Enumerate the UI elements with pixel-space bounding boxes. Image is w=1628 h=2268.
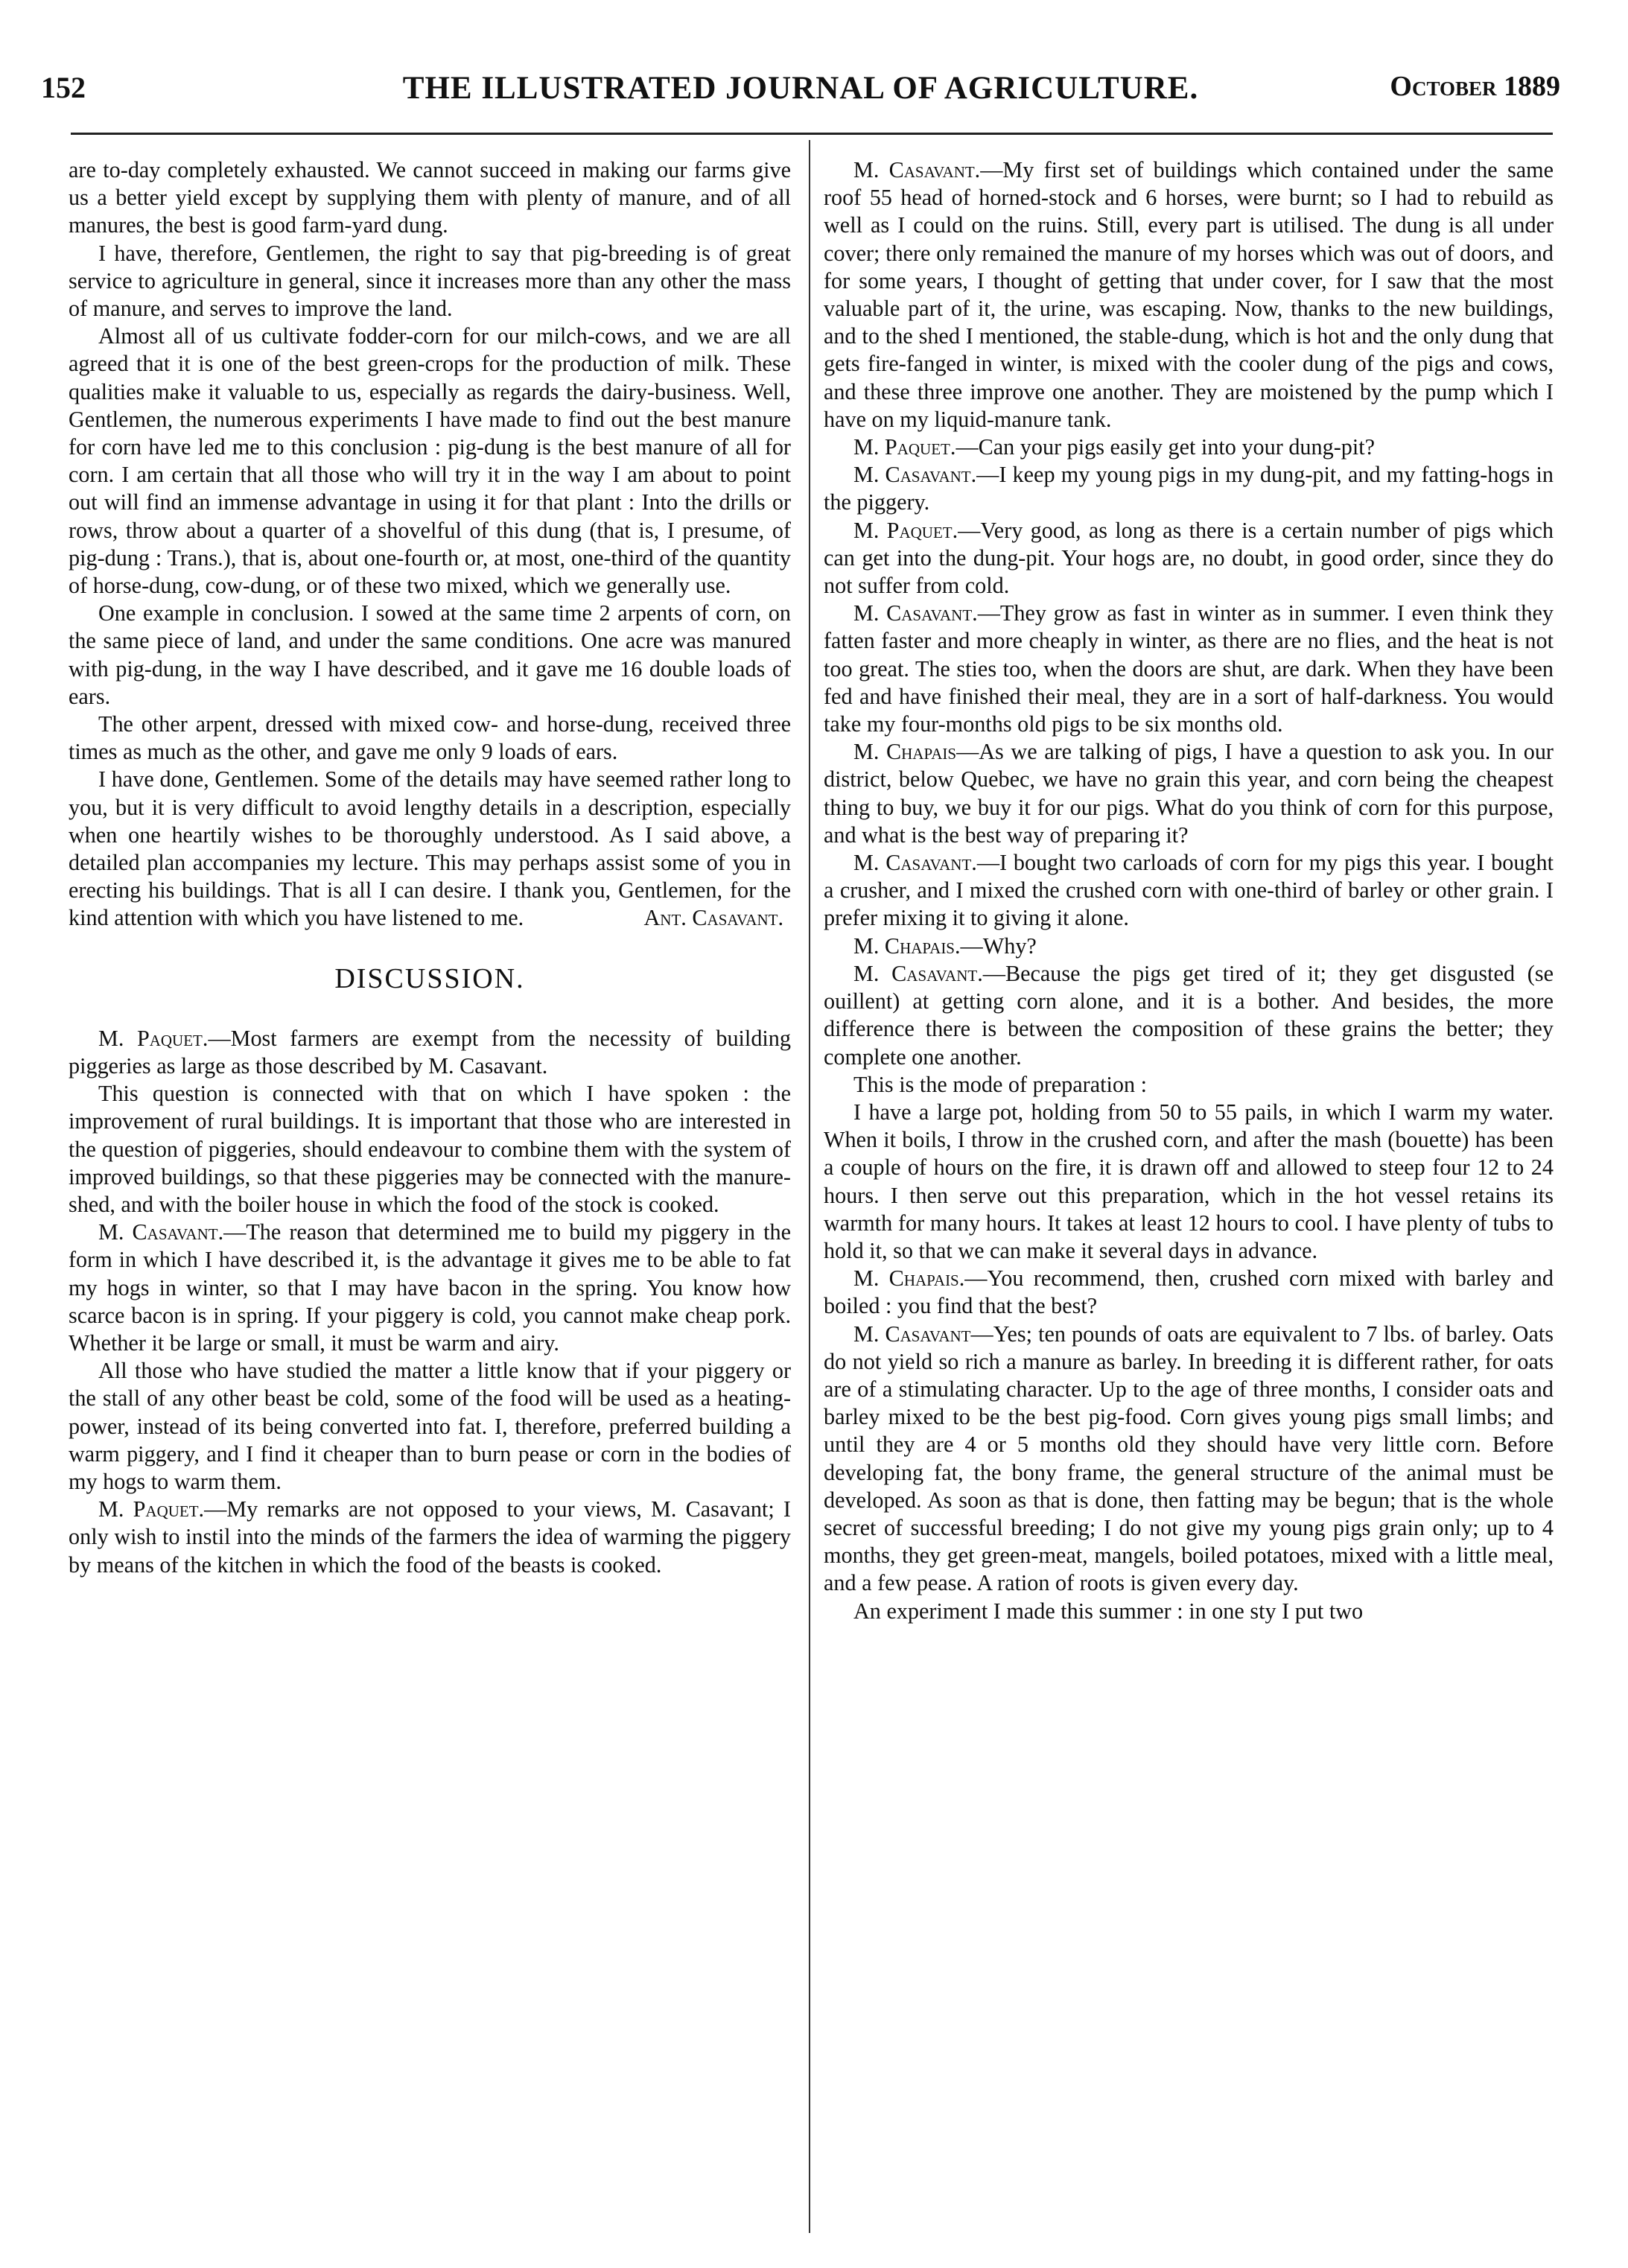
dialogue-text: —Yes; ten pounds of oats are equivalent to 7 lbs. of barley. Oats do not yield so rich a manure as barley. In breeding it is different rather, for oats are of a stimulating character. Up to the age of three months, I consider oats and barley mixed to be the best pig-food. Corn gives young pigs small limbs; and until they are 4 or 5 months old they should have very little corn. Before developing fat, the bony frame, the general structure of the animal must be developed. As soon as that is done, then fatting may be begun; that is the whole secret of successful breeding; I do not give my young pigs grain only; up to 4 months, they get green-meat, mangels, boiled potatoes, mixed with a little meal, and a few pease. A ration of roots is given every day. <box>824 1321 1554 1596</box>
speaker-name: M. Paquet. <box>853 517 958 543</box>
dialogue-text: —You recommend, then, crushed corn mixed with barley and boiled : you find that the best? <box>824 1265 1554 1319</box>
speaker-name: M. Casavant. <box>853 157 981 182</box>
dialogue-paragraph <box>824 1321 1554 1598</box>
speaker-name: M. Paquet. <box>853 434 956 460</box>
dialogue-text: —I keep my young pigs in my dung-pit, and my fatting-hogs in the piggery. <box>824 462 1554 515</box>
paragraph: I have a large pot, holding from 50 to 55 pails, in which I warm my water. When it boils, I throw in the crushed corn, and after the mash (bouette) has been a couple of hours on the fire, it is drawn off and allowed to steep four 12 to 24 hours. I then serve out this preparation, which in the hot vessel retains its warmth for many hours. It takes at least 12 hours to cool. I have plenty of tubs to hold it, so that we can make it several days in advance. <box>824 1099 1554 1263</box>
speaker-name: M. Paquet. <box>98 1025 209 1051</box>
dialogue-paragraph <box>69 1496 791 1579</box>
dialogue-paragraph <box>824 738 1554 849</box>
paragraph: are to-day completely exhausted. We cannot succeed in making our farms give us a better yield except by supplying them with plenty of manure, and of all manures, the best is good farm-yard dung. <box>69 157 791 238</box>
page-number: 152 <box>41 71 86 104</box>
paragraph <box>69 766 791 932</box>
column-separator <box>809 140 810 2233</box>
dialogue-text: —I bought two carloads of corn for my pigs this year. I bought a crusher, and I mixed the crushed corn with one-third of barley or other grain. I prefer mixing it to giving it alone. <box>824 850 1554 931</box>
dialogue-text: —My first set of buildings which contained under the same roof 55 head of horned-stock and 6 horses, were burnt; so I had to rebuild as well as I could on the ruins. Still, every part is utilised. The dung is all under cover; there only remained the manure of my horses which was out of doors, and for some years, I thought of getting that under cover, for I saw that the most valuable part of it, the urine, was escaping. Now, thanks to the new buildings, and to the shed I mentioned, the stable-dung, which is hot and the only dung that gets fire-fanged in winter, is mixed with the cooler dung of the pigs and cows, and these three improve one another. They are moistened by the pump which I have on my liquid-manure tank. <box>824 157 1554 432</box>
paragraph: An experiment I made this summer : in one sty I put two <box>853 1598 1364 1624</box>
dialogue-paragraph <box>69 1219 791 1357</box>
paragraph: This question is connected with that on which I have spoken : the improvement of rural buildings. It is important that those who are interested in the question of piggeries, should endeavour to combine them with the system of improved buildings, so that these piggeries may be connected with the manure-shed, and with the boiler house in which the food of the stock is cooked. <box>69 1081 791 1217</box>
speaker-name: M. Paquet. <box>98 1496 205 1522</box>
dialogue-text: —My remarks are not opposed to your views, M. Casavant; I only wish to instil into the minds of the farmers the idea of warming the piggery by means of the kitchen in which the food of the beasts is cooked. <box>69 1496 791 1578</box>
speaker-name: M. Casavant. <box>853 850 977 876</box>
page-header <box>41 70 1560 115</box>
paragraph: This is the mode of preparation : <box>853 1071 1148 1097</box>
author-signature: Ant. Casavant. <box>643 905 783 931</box>
speaker-name: M. Chapais. <box>853 1265 965 1292</box>
speaker-name: M. Chapais <box>853 739 957 765</box>
dialogue-text: —They grow as fast in winter as in summer. I even think they fatten faster and more cheaply in winter, as there are no flies, and the heat is not too great. The sties too, when the doors are shut, are dark. When they have been fed and have finished their meal, they are in a sort of half-darkness. You would take my four-months old pigs to be six months old. <box>824 600 1554 737</box>
dialogue-paragraph <box>824 600 1554 738</box>
dialogue-paragraph <box>824 933 1554 960</box>
speaker-name: M. Casavant. <box>853 462 977 488</box>
dialogue-text: —As we are talking of pigs, I have a question to ask you. In our district, below Quebec, we have no grain this year, and corn being the cheapest thing to buy, we buy it for our pigs. What do you think of corn for this purpose, and what is the best way of preparing it? <box>824 739 1554 848</box>
discussion-heading: DISCUSSION. <box>334 962 525 994</box>
dialogue-paragraph <box>824 433 1554 461</box>
header-rule <box>71 133 1553 135</box>
paragraph-text: I have done, Gentlemen. Some of the details may have seemed rather long to you, but it is very difficult to avoid lengthy details in a description, especially when one heartily wishes to be thoroughly understood. As I said above, a detailed plan accompanies my lecture. This may perhaps assist some of you in erecting his buildings. That is all I can desire. I thank you, Gentlemen, for the kind attention with which you have listened to me. <box>69 766 791 931</box>
dialogue-text: —Can your pigs easily get into your dung-pit? <box>956 434 1376 460</box>
paragraph: One example in conclusion. I sowed at the same time 2 arpents of corn, on the same piece of land, and under the same conditions. One acre was manured with pig-dung, in the way I have described, and it gave me 16 double loads of ears. <box>69 600 791 709</box>
dialogue-paragraph <box>824 156 1554 433</box>
left-column <box>69 156 791 2249</box>
speaker-name: M. Casavant <box>853 1321 971 1347</box>
dialogue-paragraph <box>824 1265 1554 1320</box>
issue-date: October 1889 <box>1390 71 1560 102</box>
speaker-name: M. Casavant. <box>853 600 978 626</box>
paragraph: I have, therefore, Gentlemen, the right to say that pig-breeding is of great service to agriculture in general, since it increases more than any other the mass of manure, and serves to improve the land. <box>69 240 791 322</box>
journal-title: THE ILLUSTRATED JOURNAL OF AGRICULTURE. <box>402 71 1199 106</box>
dialogue-paragraph <box>824 960 1554 1071</box>
paragraph: The other arpent, dressed with mixed cow- and horse-dung, received three times as much as the other, and gave me only 9 loads of ears. <box>69 711 791 765</box>
speaker-name: M. Casavant. <box>98 1219 224 1245</box>
speaker-name: M. Chapais. <box>853 933 961 959</box>
speaker-name: M. Casavant. <box>853 960 983 986</box>
dialogue-text: —The reason that determined me to build my piggery in the form in which I have described it, is the advantage it gives me to be able to fat my hogs in winter, so that I may have bacon in the spring. You know how scarce bacon is in spring. If your piggery is cold, you cannot make cheap pork. Whether it be large or small, it must be warm and airy. <box>69 1219 791 1356</box>
dialogue-text: —Very good, as long as there is a certain number of pigs which can get into the dung-pit. Your hogs are, no doubt, in good order, since they do not suffer from cold. <box>824 517 1554 599</box>
dialogue-paragraph <box>824 849 1554 933</box>
paragraph: All those who have studied the matter a little know that if your piggery or the stall of any other beast be cold, some of the food will be used as a heating-power, instead of its being converted into fat. I, therefore, preferred building a warm piggery, and I find it cheaper than to burn pease or corn in the bodies of my hogs to warm them. <box>69 1358 791 1494</box>
dialogue-text: —Why? <box>960 933 1037 959</box>
dialogue-paragraph <box>824 461 1554 516</box>
dialogue-paragraph <box>69 1025 791 1080</box>
dialogue-text: —Most farmers are exempt from the necessity of building piggeries as large as those described by M. Casavant. <box>69 1025 791 1079</box>
paragraph: Almost all of us cultivate fodder-corn for our milch-cows, and we are all agreed that it is one of the best green-crops for the production of milk. These qualities make it valuable to us, especially as regards the dairy-business. Well, Gentlemen, the numerous experiments I have made to find out the best manure for corn have led me to this conclusion : pig-dung is the best manure of all for corn. I am certain that all those who will try it in the way I am about to point out will find an immense advantage in using it for that plant : Into the drills or rows, throw about a quarter of a shovelful of this dung (that is, I presume, of pig-dung : Trans.), that is, about one-fourth or, at most, one-third of the quantity of horse-dung, cow-dung, or of these two mixed, which we generally use. <box>69 323 791 599</box>
right-column <box>824 156 1554 2249</box>
dialogue-paragraph <box>824 517 1554 600</box>
dialogue-text: —Because the pigs get tired of it; they get disgusted (se ouillent) at getting corn alone, and it is a bother. And besides, the more difference there is between the composition of these grains the better; they complete one another. <box>824 960 1554 1070</box>
